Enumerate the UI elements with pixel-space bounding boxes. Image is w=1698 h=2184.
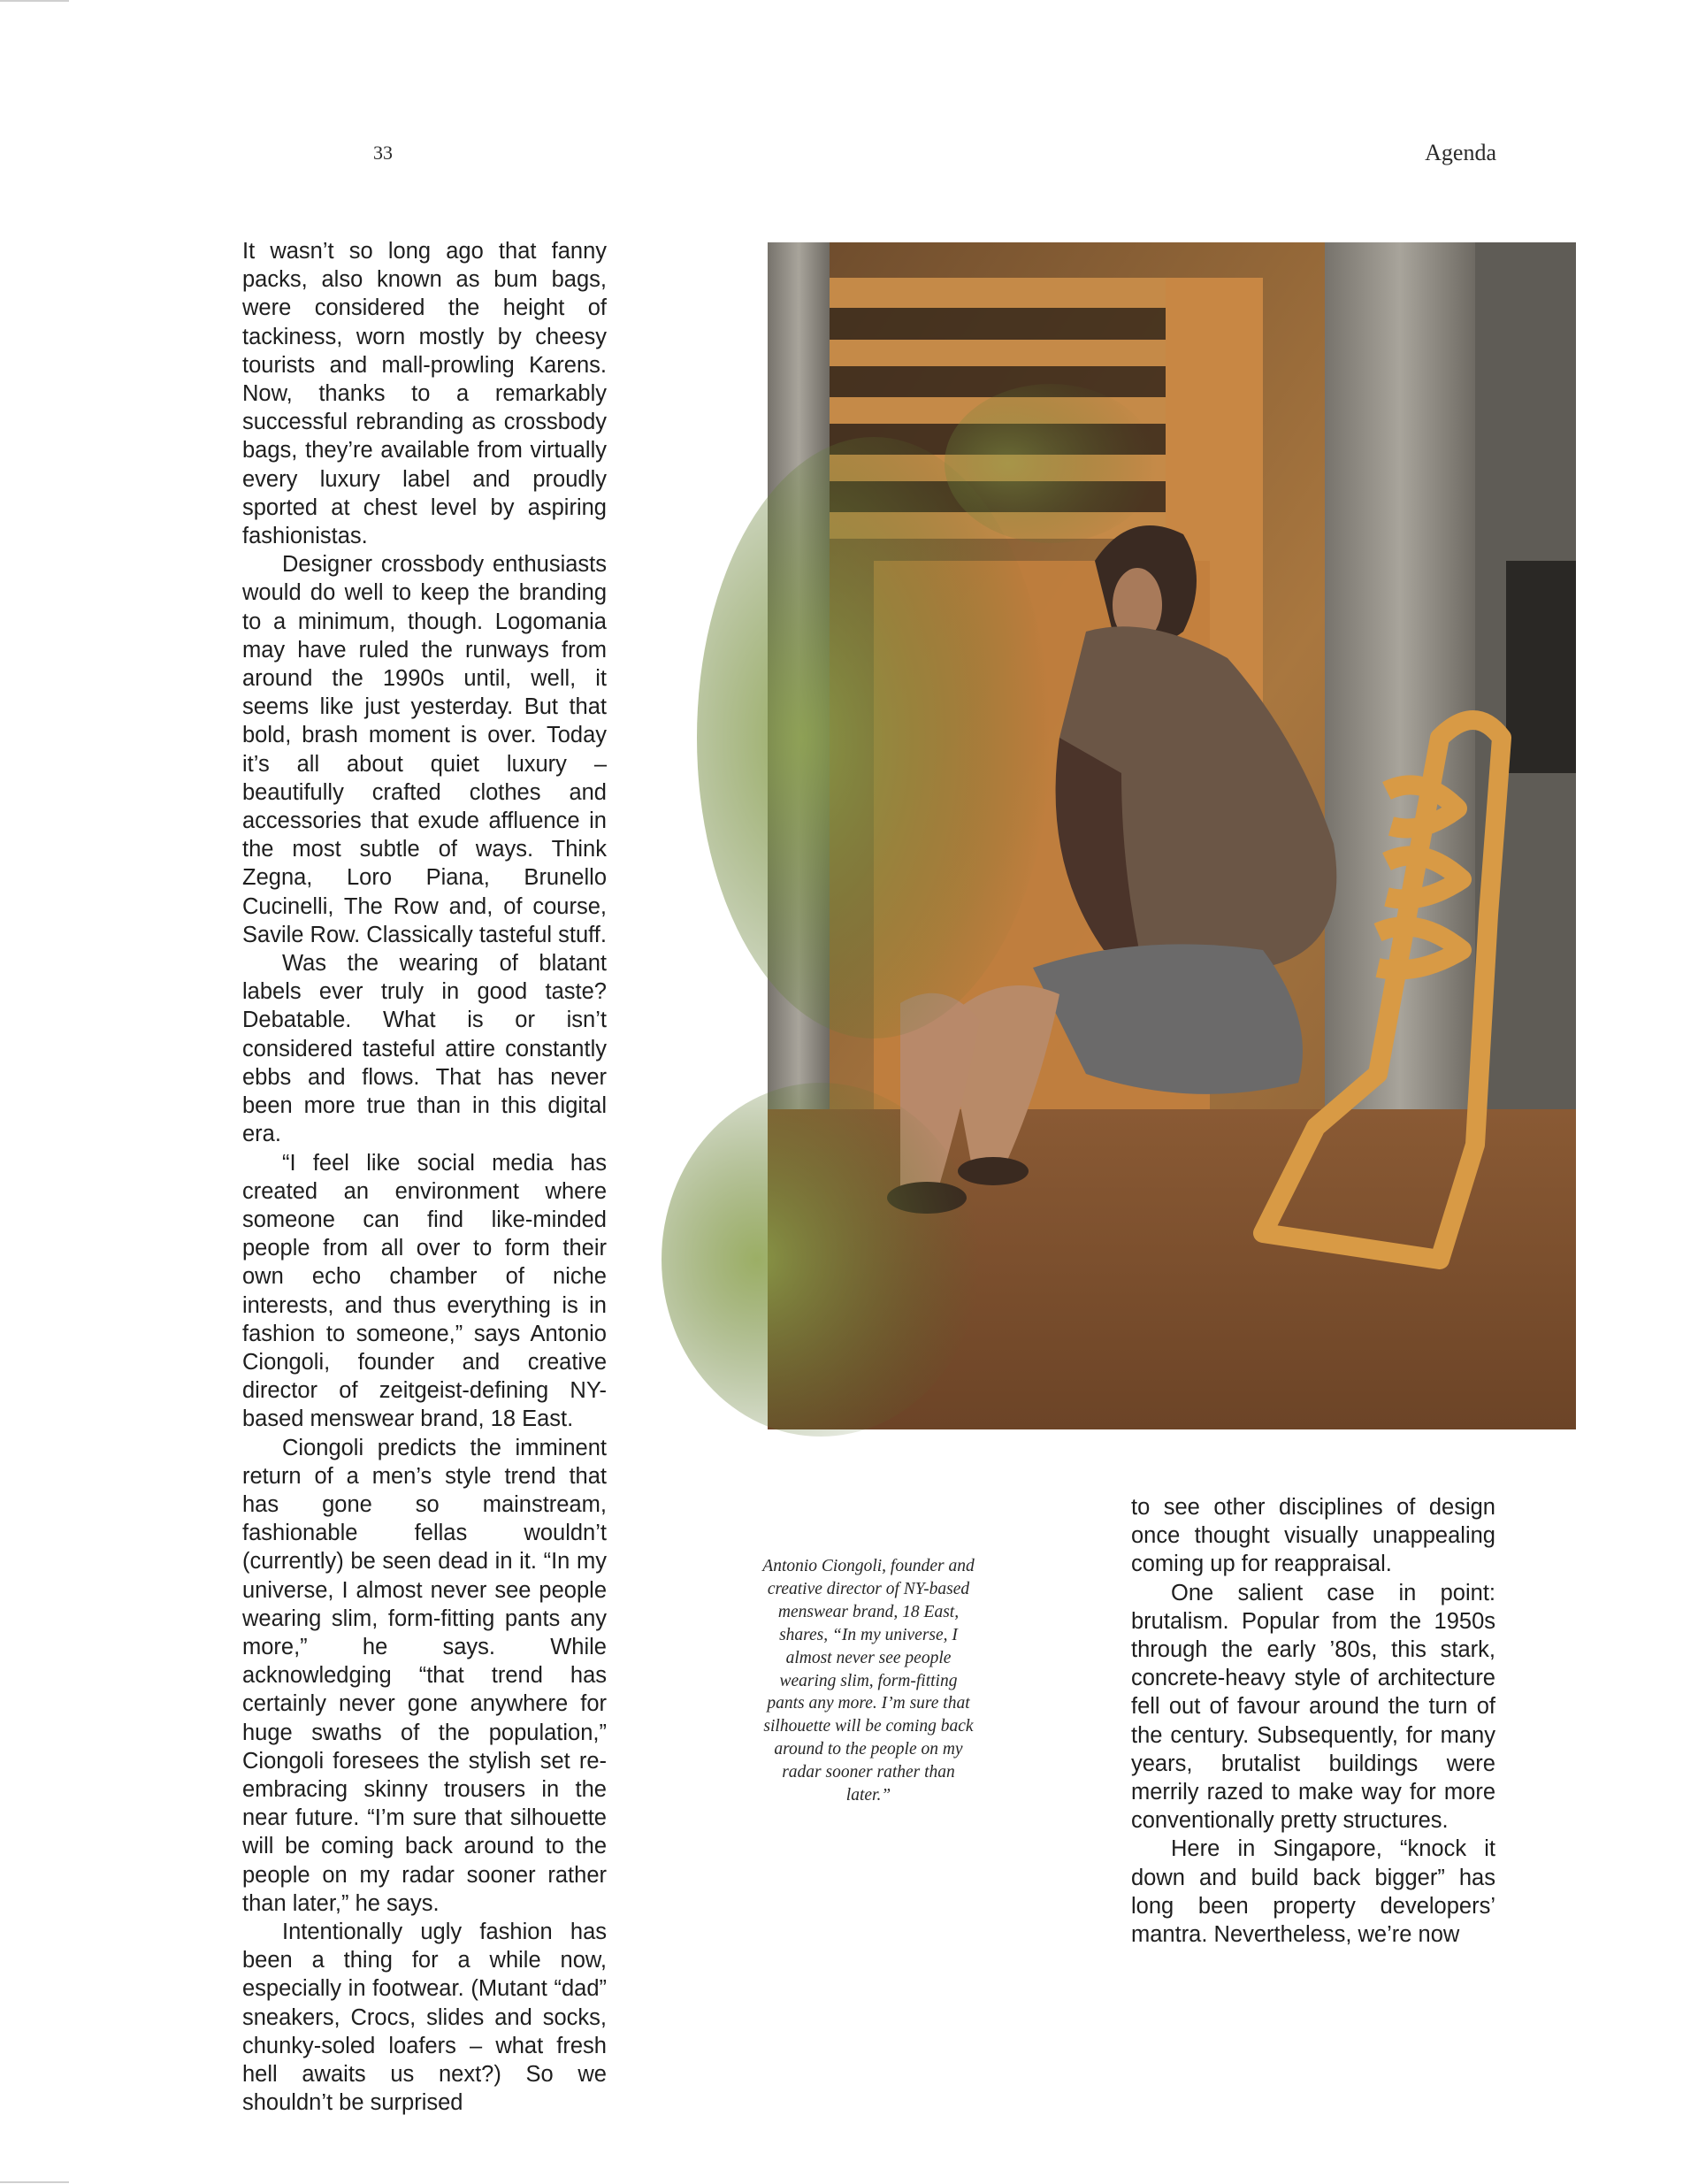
article-paragraph: Was the wearing of blatant labels ever truly in good taste? Debatable. What is or isn’t considered tasteful attire constantly ebbs and flows. That has never been more true than in this digital era. xyxy=(242,951,607,1147)
feature-photo xyxy=(768,242,1576,1429)
article-paragraph: Here in Singapore, “knock it down and build back bigger” has long been property developers’ mantra. Nevertheless, we’re now xyxy=(1131,1836,1495,1948)
article-paragraph: It wasn’t so long ago that fanny packs, also known as bum bags, were considered the height of tackiness, worn mostly by cheesy tourists and mall-prowling Karens. Now, thanks to a remarkably successful rebranding as crossbody bags, they’re available from virtually every luxury label and proudly sported at chest level by aspiring fashionistas. xyxy=(242,239,607,549)
page-edge-mark-top xyxy=(0,0,69,2)
article-paragraph: “I feel like social media has created an environment where someone can find like-minded people from all over to form their own echo chamber of niche interests, and thus everything is in fashion to someone,” says Antonio Ciongoli, founder and creative director of zeitgeist-defining NY-based menswear brand, 18 East. xyxy=(242,1150,607,1432)
article-paragraph: Ciongoli predicts the imminent return of a men’s style trend that has gone so mainstream, fashionable fellas wouldn’t (currently) be seen dead in it. “In my universe, I almost never see people wearing slim, form-fitting pants any more,” he says. While acknowledging “that trend has certainly never gone anywhere for huge swaths of the population,” Ciongoli foresees the stylish set re-embracing skinny trousers in the near future. “I’m sure that silhouette will be coming back around to the people on my radar sooner rather than later,” he says. xyxy=(242,1435,607,1916)
section-title: Agenda xyxy=(1425,140,1496,165)
article-paragraph: One salient case in point: brutalism. Popular from the 1950s through the early ’80s, this stark, concrete-heavy style of architecture fell out of favour around the turn of the century. Subsequently, for many years, brutalist buildings were merrily razed to make way for more conventionally pretty structures. xyxy=(1131,1580,1495,1834)
article-paragraph: Designer crossbody enthusiasts would do well to keep the branding to a minimum, though. Logomania may have ruled the runways from around the 1990s until, well, it seems like just yesterday. But that bold, brash moment is over. Today it’s all about quiet luxury – beautifully crafted clothes and accessories that exude affluence in the most subtle of ways. Think Zegna, Loro Piana, Brunello Cucinelli, The Row and, of course, Savile Row. Classically tasteful stuff. xyxy=(242,552,607,947)
page-number: 33 xyxy=(373,142,393,164)
page-edge-mark-bottom xyxy=(0,2181,69,2183)
article-paragraph: to see other disciplines of design once thought visually unappealing coming up for reappraisal. xyxy=(1131,1495,1495,1577)
photo-caption: Antonio Ciongoli, founder and creative director of NY-based menswear brand, 18 East, shares, “In my universe, I almost never see people wearing slim, form-fitting pants any more. I’m sure that silhouette will be coming back around to the people on my radar sooner rather than later.” xyxy=(762,1557,975,1805)
article-paragraph: Intentionally ugly fashion has been a thing for a while now, especially in footwear. (Mutant “dad” sneakers, Crocs, slides and socks, chunky-soled loafers – what fresh hell awaits us next?) So we shouldn’t be surprised xyxy=(242,1919,607,2116)
article-column-right xyxy=(1131,1493,1495,1953)
article-column-left xyxy=(242,237,607,2116)
